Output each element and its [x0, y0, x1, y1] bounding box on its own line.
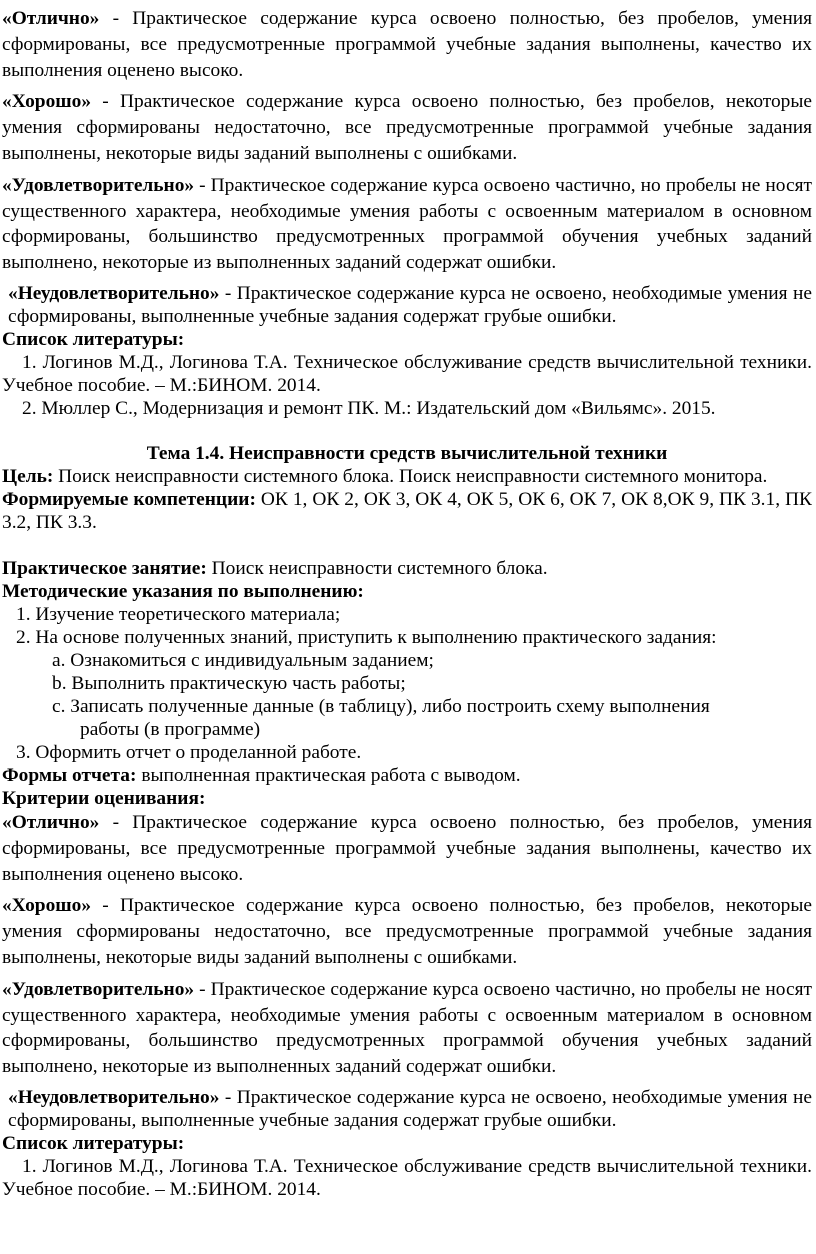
criterion-good [2, 893, 812, 970]
goal [2, 465, 812, 488]
substep-item: b. Выполнить практическую часть работы; [52, 672, 406, 694]
practice-label: Практическое занятие: [2, 557, 207, 579]
literature-heading: Список литературы: [2, 328, 185, 350]
criterion-term: «Удовлетворительно» [2, 978, 195, 1000]
criterion-term: «Удовлетворительно» [2, 174, 195, 196]
criterion-good [2, 89, 812, 166]
competencies-label: Формируемые компетенции: [2, 488, 256, 510]
goal-label: Цель: [2, 465, 54, 487]
criterion-term: «Отлично» [2, 811, 100, 833]
competencies-text: ОК 1, ОК 2, ОК 3, ОК 4, ОК 5, ОК 6, ОК 7, ОК 8,ОК 9, ПК 3.1, ПК 3.2, ПК 3.3. [2, 488, 812, 533]
report-form [2, 764, 812, 787]
literature-item: 1. Логинов М.Д., Логинова Т.А. Техническое обслуживание средств вычислительной техники. Учебное пособие. – М.:БИНОМ. 2014. [2, 1155, 812, 1200]
criterion-term: «Неудовлетворительно» [8, 282, 220, 304]
report-text: выполненная практическая работа с выводом. [136, 764, 521, 786]
substep-item: c. Записать полученные данные (в таблицу), либо построить схему выполнения [52, 695, 710, 717]
report-label: Формы отчета: [2, 764, 137, 786]
step-item: 2. На основе полученных знаний, приступить к выполнению практического задания: [16, 626, 717, 648]
competencies [2, 488, 812, 534]
method-heading: Методические указания по выполнению: [2, 580, 364, 602]
criterion-term: «Хорошо» [2, 895, 92, 917]
criterion-text: - Практическое содержание курса освоено полностью, без пробелов, некоторые умения сформированы недостаточно, все предусмотренные программой учебные задания выполнены, некоторые виды заданий выполнены с ошибками. [2, 91, 812, 164]
goal-text: Поиск неисправности системного блока. Поиск неисправности системного монитора. [53, 465, 768, 487]
criterion-text: - Практическое содержание курса освоено полностью, без пробелов, некоторые умения сформированы недостаточно, все предусмотренные программой учебные задания выполнены, некоторые виды заданий выполнены с ошибками. [2, 895, 812, 968]
topic-title: Тема 1.4. Неисправности средств вычислительной техники [146, 442, 668, 464]
step-item: 1. Изучение теоретического материала; [16, 603, 341, 625]
literature-item: 1. Логинов М.Д., Логинова Т.А. Техническое обслуживание средств вычислительной техники. Учебное пособие. – М.:БИНОМ. 2014. [2, 351, 812, 396]
criterion-text: - Практическое содержание курса не освоено, необходимые умения не сформированы, выполненные учебные задания содержат грубые ошибки. [8, 282, 812, 327]
criterion-text: - Практическое содержание курса освоено полностью, без пробелов, умения сформированы, все предусмотренные программой учебные задания выполнены, качество их выполнения оценено высоко. [2, 8, 812, 81]
literature-heading: Список литературы: [2, 1132, 185, 1154]
criterion-excellent [2, 6, 812, 83]
criterion-satisfactory [2, 173, 812, 276]
step-item: 3. Оформить отчет о проделанной работе. [16, 741, 362, 763]
criterion-excellent [2, 810, 812, 887]
criterion-term: «Хорошо» [2, 91, 92, 113]
practice [2, 557, 812, 580]
criterion-unsatisfactory [2, 282, 812, 328]
criterion-text: - Практическое содержание курса освоено частично, но пробелы не носят существенного характера, необходимые умения работы с освоенным материалом в основном сформированы, большинство предусмотренных программой обучения учебных заданий выполнено, некоторые из выполненных заданий содержат ошибки. [2, 174, 812, 274]
criterion-satisfactory [2, 977, 812, 1080]
criterion-term: «Неудовлетворительно» [8, 1086, 220, 1108]
criteria-heading: Критерии оценивания: [2, 787, 206, 809]
substep-item-continued: работы (в программе) [80, 718, 261, 740]
substep-item: a. Ознакомиться с индивидуальным заданием; [52, 649, 434, 671]
practice-text: Поиск неисправности системного блока. [206, 557, 548, 579]
criterion-text: - Практическое содержание курса освоено полностью, без пробелов, умения сформированы, все предусмотренные программой учебные задания выполнены, качество их выполнения оценено высоко. [2, 811, 812, 885]
criterion-unsatisfactory [2, 1086, 812, 1132]
criterion-term: «Отлично» [2, 8, 100, 29]
literature-item: 2. Мюллер С., Модернизация и ремонт ПК. М.: Издательский дом «Вильямс». 2015. [22, 397, 716, 419]
criterion-text: - Практическое содержание курса освоено частично, но пробелы не носят существенного характера, необходимые умения работы с освоенным материалом в основном сформированы, большинство предусмотренных программой обучения учебных заданий выполнено, некоторые из выполненных заданий содержат ошибки. [2, 978, 812, 1078]
criterion-text: - Практическое содержание курса не освоено, необходимые умения не сформированы, выполненные учебные задания содержат грубые ошибки. [8, 1086, 812, 1131]
